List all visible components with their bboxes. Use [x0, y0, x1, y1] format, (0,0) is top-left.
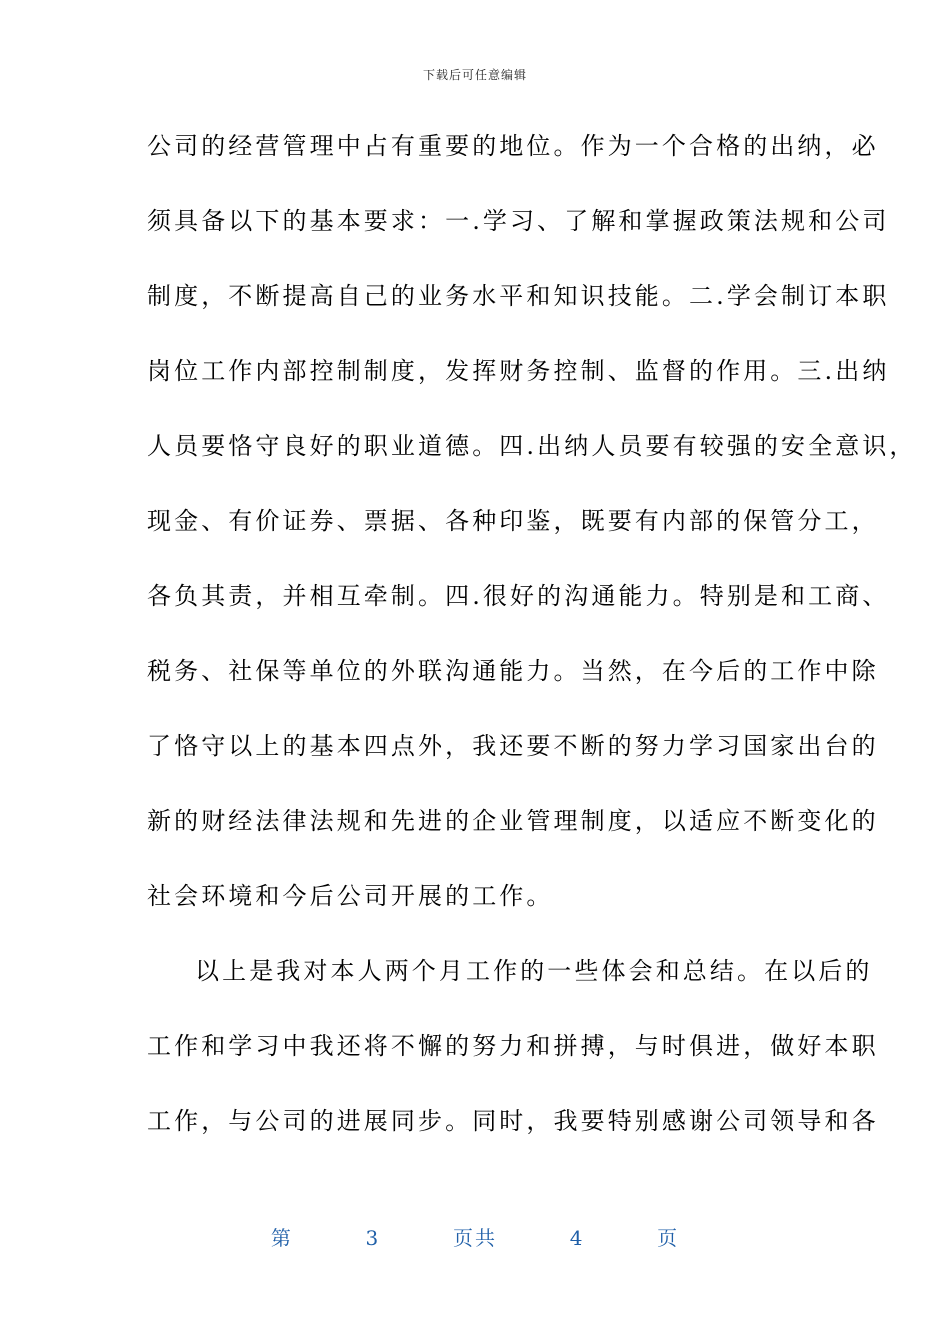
document-body	[147, 118, 917, 1168]
total-page-number: 4	[569, 1226, 585, 1250]
footer-suffix: 页	[657, 1226, 680, 1250]
body-line: 工作和学习中我还将不懈的努力和拼搏，与时俱进，做好本职	[147, 1032, 879, 1060]
page-footer	[0, 1222, 950, 1251]
body-line: 人员要恪守良好的职业道德。四.出纳人员要有较强的安全意识，	[147, 432, 917, 460]
body-line: 社会环境和今后公司开展的工作。	[147, 882, 554, 910]
body-line: 各负其责，并相互牵制。四.很好的沟通能力。特别是和工商、	[147, 582, 890, 610]
paragraph-start-line: 以上是我对本人两个月工作的一些体会和总结。在以后的	[195, 957, 873, 985]
body-line: 须具备以下的基本要求：一.学习、了解和掌握政策法规和公司	[147, 207, 890, 235]
body-line: 公司的经营管理中占有重要的地位。作为一个合格的出纳，必	[147, 132, 879, 160]
body-line: 岗位工作内部控制制度，发挥财务控制、监督的作用。三.出纳	[147, 357, 890, 385]
body-line: 现金、有价证券、票据、各种印鉴，既要有内部的保管分工，	[147, 507, 879, 535]
body-line: 税务、社保等单位的外联沟通能力。当然，在今后的工作中除	[147, 657, 879, 685]
body-line: 新的财经法律法规和先进的企业管理制度，以适应不断变化的	[147, 807, 879, 835]
body-line: 工作，与公司的进展同步。同时，我要特别感谢公司领导和各	[147, 1107, 879, 1135]
page-header-note: 下载后可任意编辑	[422, 68, 527, 82]
body-line: 了恪守以上的基本四点外，我还要不断的努力学习国家出台的	[147, 732, 879, 760]
current-page-number: 3	[365, 1226, 381, 1250]
footer-prefix: 第	[270, 1226, 293, 1250]
body-line: 制度，不断提高自己的业务水平和知识技能。二.学会制订本职	[147, 282, 890, 310]
footer-middle: 页共	[453, 1226, 497, 1250]
